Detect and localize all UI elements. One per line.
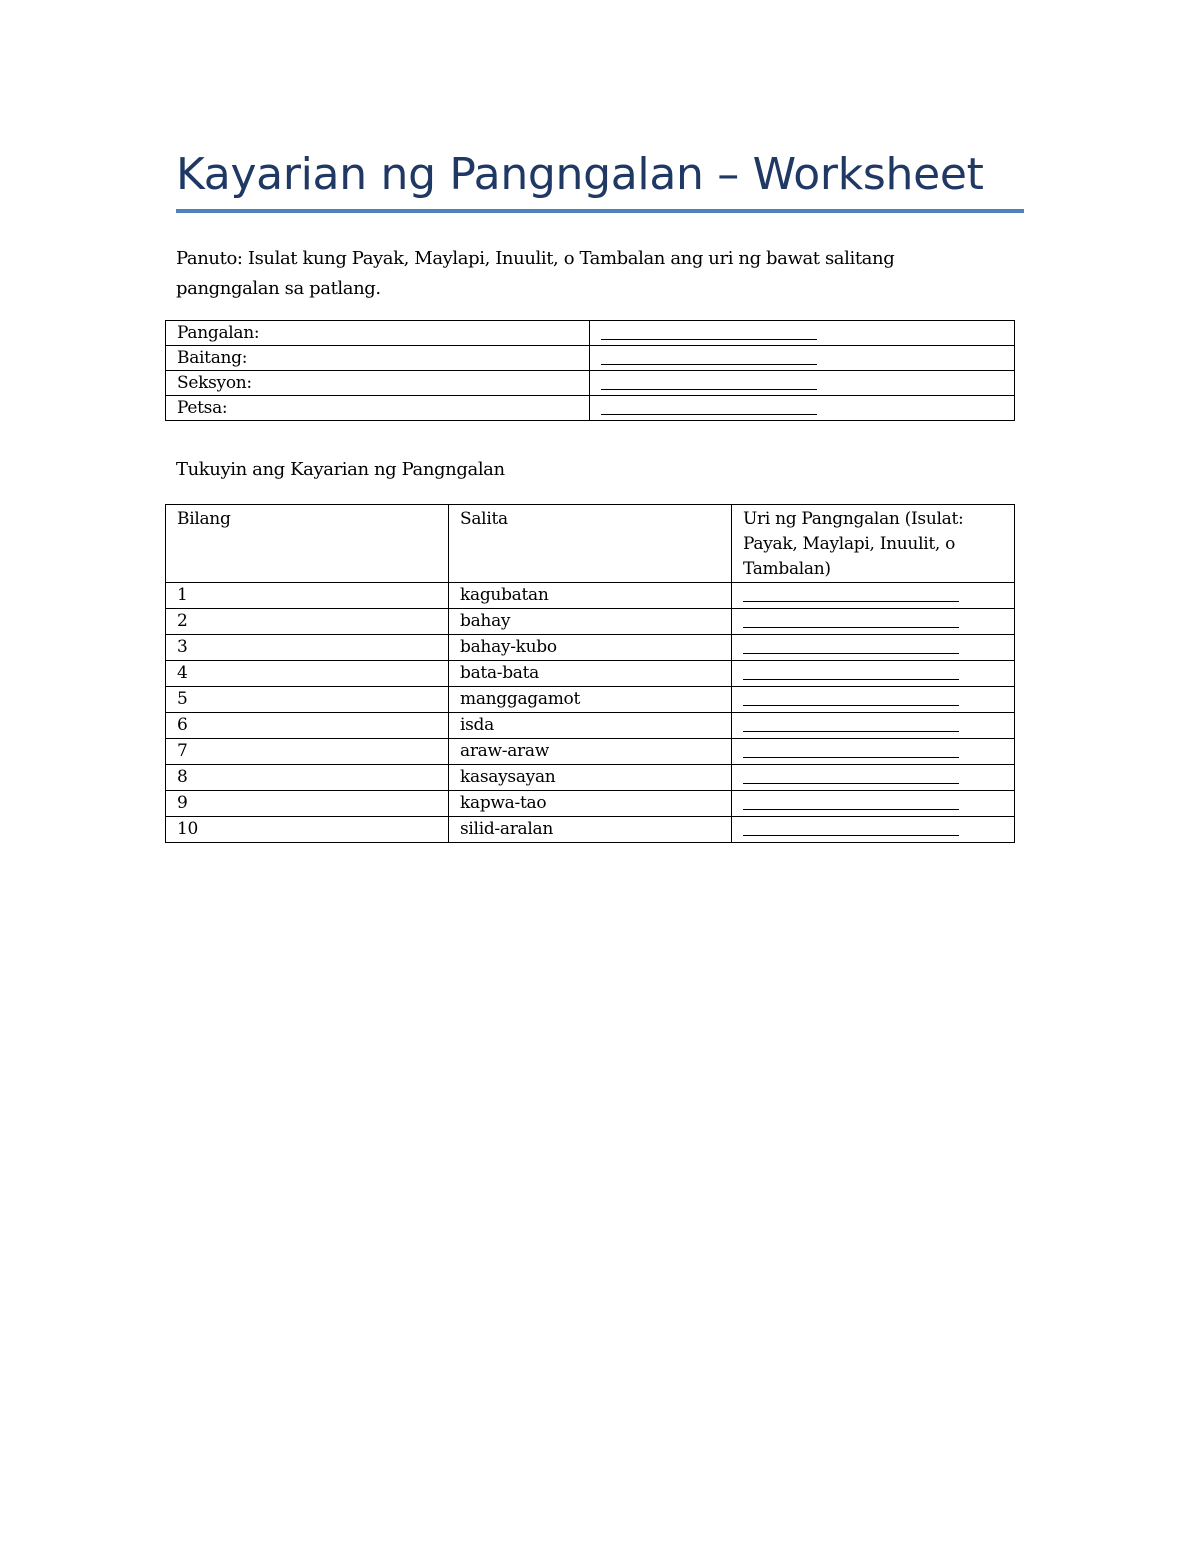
item-number: 1 xyxy=(166,583,449,609)
item-word: bahay-kubo xyxy=(449,635,732,661)
item-number: 9 xyxy=(166,791,449,817)
item-word: araw-araw xyxy=(449,739,732,765)
item-word: silid-aralan xyxy=(449,817,732,843)
item-word: bahay xyxy=(449,609,732,635)
answer-blank[interactable] xyxy=(743,739,959,758)
info-row-date xyxy=(166,396,1015,421)
grade-field[interactable] xyxy=(590,346,1015,371)
item-word: kagubatan xyxy=(449,583,732,609)
info-row-name xyxy=(166,321,1015,346)
item-number: 3 xyxy=(166,635,449,661)
table-row xyxy=(166,765,1015,791)
answer-blank[interactable] xyxy=(743,817,959,836)
title-underline xyxy=(176,209,1024,213)
item-number: 7 xyxy=(166,739,449,765)
answer-cell[interactable] xyxy=(732,687,1015,713)
answer-blank[interactable] xyxy=(601,321,817,340)
item-number: 5 xyxy=(166,687,449,713)
table-row xyxy=(166,687,1015,713)
answer-blank[interactable] xyxy=(601,396,817,415)
info-label: Baitang: xyxy=(166,346,590,371)
answer-blank[interactable] xyxy=(743,635,959,654)
student-info-table xyxy=(165,320,1015,421)
item-number: 8 xyxy=(166,765,449,791)
answer-blank[interactable] xyxy=(601,346,817,365)
answer-cell[interactable] xyxy=(732,583,1015,609)
item-number: 6 xyxy=(166,713,449,739)
answer-cell[interactable] xyxy=(732,817,1015,843)
item-word: isda xyxy=(449,713,732,739)
section-heading: Tukuyin ang Kayarian ng Pangngalan xyxy=(176,459,505,480)
name-field[interactable] xyxy=(590,321,1015,346)
table-row xyxy=(166,817,1015,843)
answer-blank[interactable] xyxy=(743,765,959,784)
item-word: manggagamot xyxy=(449,687,732,713)
info-label: Pangalan: xyxy=(166,321,590,346)
info-row-grade xyxy=(166,346,1015,371)
item-number: 10 xyxy=(166,817,449,843)
table-header-row xyxy=(166,505,1015,583)
table-row xyxy=(166,661,1015,687)
answer-cell[interactable] xyxy=(732,765,1015,791)
item-word: kasaysayan xyxy=(449,765,732,791)
answer-blank[interactable] xyxy=(743,661,959,680)
answer-cell[interactable] xyxy=(732,739,1015,765)
answer-cell[interactable] xyxy=(732,661,1015,687)
table-row xyxy=(166,583,1015,609)
table-row xyxy=(166,713,1015,739)
column-header-type: Uri ng Pangngalan (Isulat: Payak, Maylapi, Inuulit, o Tambalan) xyxy=(732,505,1015,583)
answer-cell[interactable] xyxy=(732,713,1015,739)
table-row xyxy=(166,635,1015,661)
item-number: 2 xyxy=(166,609,449,635)
answer-blank[interactable] xyxy=(743,583,959,602)
answer-blank[interactable] xyxy=(601,371,817,390)
items-table xyxy=(165,504,1015,843)
item-word: bata-bata xyxy=(449,661,732,687)
table-row xyxy=(166,739,1015,765)
column-header-number: Bilang xyxy=(166,505,449,583)
info-row-section xyxy=(166,371,1015,396)
section-field[interactable] xyxy=(590,371,1015,396)
answer-cell[interactable] xyxy=(732,609,1015,635)
answer-cell[interactable] xyxy=(732,791,1015,817)
table-row xyxy=(166,609,1015,635)
info-label: Petsa: xyxy=(166,396,590,421)
answer-blank[interactable] xyxy=(743,791,959,810)
column-header-word: Salita xyxy=(449,505,732,583)
info-label: Seksyon: xyxy=(166,371,590,396)
answer-blank[interactable] xyxy=(743,713,959,732)
answer-blank[interactable] xyxy=(743,687,959,706)
item-word: kapwa-tao xyxy=(449,791,732,817)
answer-cell[interactable] xyxy=(732,635,1015,661)
table-row xyxy=(166,791,1015,817)
item-number: 4 xyxy=(166,661,449,687)
page-title: Kayarian ng Pangngalan – Worksheet xyxy=(176,149,984,200)
instructions-text: Panuto: Isulat kung Payak, Maylapi, Inuulit, o Tambalan ang uri ng bawat salitang pangngalan sa patlang. xyxy=(176,248,895,299)
answer-blank[interactable] xyxy=(743,609,959,628)
date-field[interactable] xyxy=(590,396,1015,421)
